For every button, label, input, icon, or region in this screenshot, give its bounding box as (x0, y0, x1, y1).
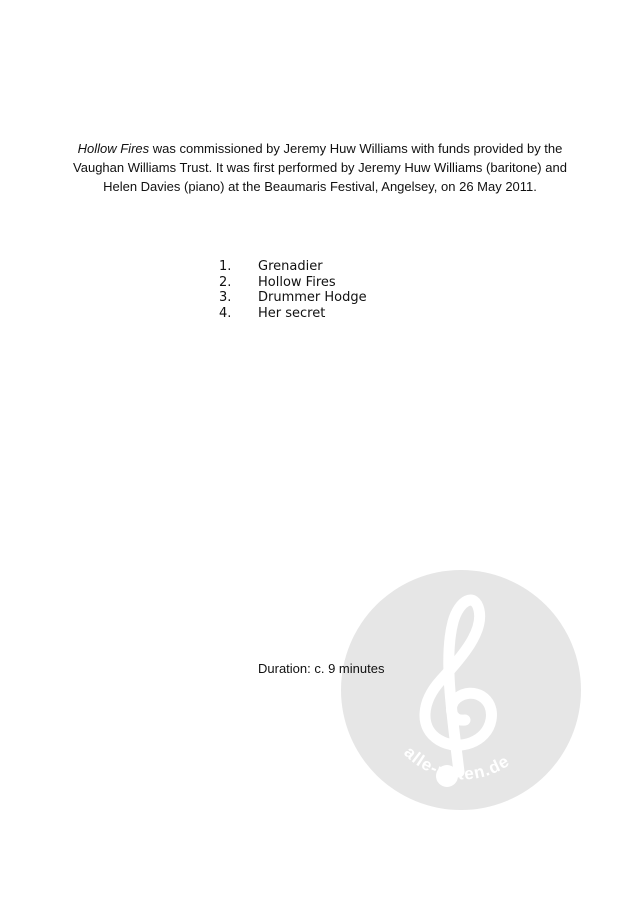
movement-number: 3. (219, 290, 232, 305)
movement-title: Grenadier (258, 259, 323, 274)
watermark-text: alle-noten.de (400, 742, 514, 784)
duration-note: Duration: c. 9 minutes (258, 661, 385, 676)
movement-number: 4. (219, 305, 232, 321)
movement-item (219, 290, 367, 306)
movement-list (219, 259, 367, 321)
commission-note (40, 139, 600, 196)
movement-title: Drummer Hodge (258, 290, 367, 305)
commission-text: was commissioned by Jeremy Huw Williams with funds provided by the (149, 141, 563, 156)
commission-note-line-2: Vaughan Williams Trust. It was first performed by Jeremy Huw Williams (baritone) and (73, 160, 567, 175)
movement-item (219, 259, 367, 275)
movement-number: 2. (219, 274, 232, 290)
movement-title: Her secret (258, 305, 326, 321)
movement-item (219, 306, 367, 322)
movement-title: Hollow Fires (258, 274, 336, 290)
commission-note-line-1 (40, 139, 600, 158)
movement-number: 1. (219, 259, 232, 274)
watermark-logo (341, 570, 581, 810)
work-title: Hollow Fires (77, 141, 150, 156)
movement-item (219, 275, 367, 291)
commission-note-line-3: Helen Davies (piano) at the Beaumaris Festival, Angelsey, on 26 May 2011. (103, 179, 537, 194)
